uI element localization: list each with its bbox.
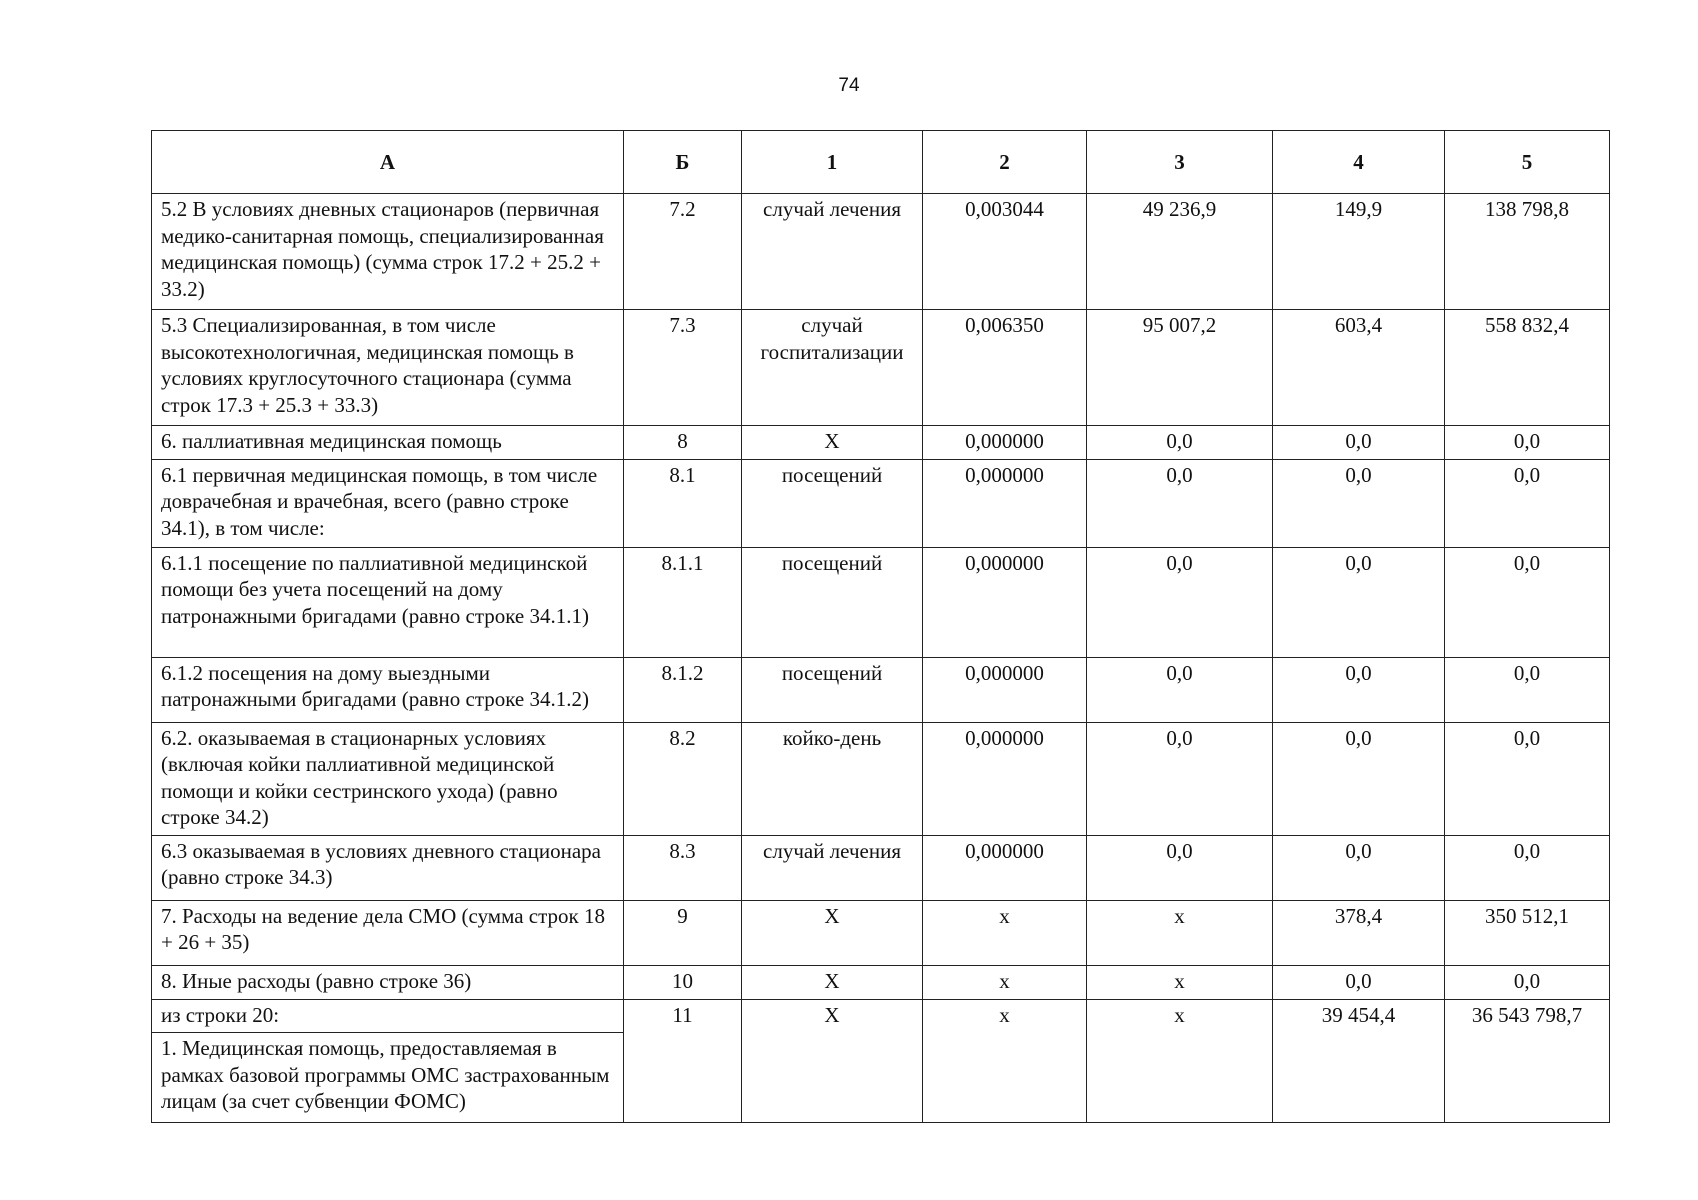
row-value-4: 0,0 (1273, 547, 1445, 657)
row-unit: посещений (742, 657, 923, 722)
row-value-3: 0,0 (1087, 657, 1273, 722)
row-value-3: 0,0 (1087, 426, 1273, 460)
row-value-2: 0,003044 (923, 194, 1087, 310)
row-value-4: 149,9 (1273, 194, 1445, 310)
row-value-2: 0,000000 (923, 459, 1087, 547)
row-code: 8.1 (624, 459, 742, 547)
row-code: 7.2 (624, 194, 742, 310)
financing-table (151, 130, 1610, 1123)
header-cell-b: Б (624, 131, 742, 194)
row-label: 6.2. оказываемая в стационарных условиях (включая койки паллиативной медицинской помощи и койки сестринского ухода) (равно строке 34.2) (152, 722, 624, 835)
row-value-3: х (1087, 999, 1273, 1123)
row-value-5: 0,0 (1445, 722, 1610, 835)
row-label: 5.2 В условиях дневных стационаров (первичная медико-санитарная помощь, специализированная медицинская помощь) (сумма строк 17.2 + 25.2 + 33.2) (152, 194, 624, 310)
row-unit: Х (742, 999, 923, 1123)
row-label: 6.1.2 посещения на дому выездными патронажными бригадами (равно строке 34.1.2) (152, 657, 624, 722)
row-value-5: 0,0 (1445, 965, 1610, 999)
row-code: 11 (624, 999, 742, 1123)
row-code: 9 (624, 900, 742, 965)
row-value-4: 0,0 (1273, 426, 1445, 460)
row-code: 8.1.2 (624, 657, 742, 722)
header-cell-5: 5 (1445, 131, 1610, 194)
row-value-3: 0,0 (1087, 459, 1273, 547)
row-code: 8.1.1 (624, 547, 742, 657)
row-unit: Х (742, 965, 923, 999)
row-value-2: х (923, 999, 1087, 1123)
header-cell-4: 4 (1273, 131, 1445, 194)
row-value-5: 0,0 (1445, 459, 1610, 547)
header-cell-3: 3 (1087, 131, 1273, 194)
table-header (152, 131, 1610, 194)
row-unit: койко-день (742, 722, 923, 835)
header-cell-a: А (152, 131, 624, 194)
row-value-2: 0,000000 (923, 547, 1087, 657)
row-value-4: 0,0 (1273, 657, 1445, 722)
row-value-4: 39 454,4 (1273, 999, 1445, 1123)
row-label: 6.3 оказываемая в условиях дневного стационара (равно строке 34.3) (152, 835, 624, 900)
row-label: 6.1.1 посещение по паллиативной медицинской помощи без учета посещений на дому патронажными бригадами (равно строке 34.1.1) (152, 547, 624, 657)
row-value-2: 0,000000 (923, 835, 1087, 900)
row-unit: случай госпитализации (742, 310, 923, 426)
table-row (152, 310, 1610, 426)
table-row (152, 900, 1610, 965)
row-value-4: 0,0 (1273, 965, 1445, 999)
row-label: 8. Иные расходы (равно строке 36) (152, 965, 624, 999)
row-value-5: 0,0 (1445, 547, 1610, 657)
row-value-5: 138 798,8 (1445, 194, 1610, 310)
row-label-bottom: 1. Медицинская помощь, предоставляемая в рамках базовой программы ОМС застрахованным лицам (за счет субвенции ФОМС) (152, 1033, 624, 1123)
table-row (152, 722, 1610, 835)
row-code: 7.3 (624, 310, 742, 426)
row-label: 6.1 первичная медицинская помощь, в том числе доврачебная и врачебная, всего (равно строке 34.1), в том числе: (152, 459, 624, 547)
row-value-2: 0,000000 (923, 657, 1087, 722)
row-value-3: 0,0 (1087, 835, 1273, 900)
row-value-4: 378,4 (1273, 900, 1445, 965)
row-value-5: 558 832,4 (1445, 310, 1610, 426)
row-code: 8 (624, 426, 742, 460)
row-value-2: х (923, 965, 1087, 999)
row-label-top: из строки 20: (152, 999, 624, 1033)
table-row (152, 965, 1610, 999)
row-value-5: 0,0 (1445, 835, 1610, 900)
page-number: 74 (838, 75, 860, 96)
table-row (152, 459, 1610, 547)
row-value-5: 0,0 (1445, 657, 1610, 722)
row-value-2: х (923, 900, 1087, 965)
table-body (152, 194, 1610, 1123)
row-value-5: 350 512,1 (1445, 900, 1610, 965)
row-label: 7. Расходы на ведение дела СМО (сумма строк 18 + 26 + 35) (152, 900, 624, 965)
row-value-5: 0,0 (1445, 426, 1610, 460)
row-value-3: х (1087, 965, 1273, 999)
row-label: 6. паллиативная медицинская помощь (152, 426, 624, 460)
row-unit: Х (742, 426, 923, 460)
row-value-4: 603,4 (1273, 310, 1445, 426)
row-code: 8.3 (624, 835, 742, 900)
header-row (152, 131, 1610, 194)
row-label: 5.3 Специализированная, в том числе высокотехнологичная, медицинская помощь в условиях круглосуточного стационара (сумма строк 17.3 + 25.3 + 33.3) (152, 310, 624, 426)
row-unit: случай лечения (742, 835, 923, 900)
row-value-4: 0,0 (1273, 722, 1445, 835)
row-value-3: 0,0 (1087, 722, 1273, 835)
table-row (152, 999, 1610, 1033)
row-unit: посещений (742, 459, 923, 547)
header-cell-2: 2 (923, 131, 1087, 194)
row-value-2: 0,000000 (923, 722, 1087, 835)
row-value-2: 0,006350 (923, 310, 1087, 426)
table-row (152, 194, 1610, 310)
table-row (152, 547, 1610, 657)
row-unit: посещений (742, 547, 923, 657)
row-code: 8.2 (624, 722, 742, 835)
table-row (152, 426, 1610, 460)
row-code: 10 (624, 965, 742, 999)
row-value-3: 0,0 (1087, 547, 1273, 657)
header-cell-1: 1 (742, 131, 923, 194)
row-value-5: 36 543 798,7 (1445, 999, 1610, 1123)
row-value-4: 0,0 (1273, 459, 1445, 547)
row-value-4: 0,0 (1273, 835, 1445, 900)
table-row (152, 657, 1610, 722)
row-value-3: 49 236,9 (1087, 194, 1273, 310)
row-unit: Х (742, 900, 923, 965)
row-value-2: 0,000000 (923, 426, 1087, 460)
table-row (152, 835, 1610, 900)
row-value-3: х (1087, 900, 1273, 965)
row-unit: случай лечения (742, 194, 923, 310)
row-value-3: 95 007,2 (1087, 310, 1273, 426)
